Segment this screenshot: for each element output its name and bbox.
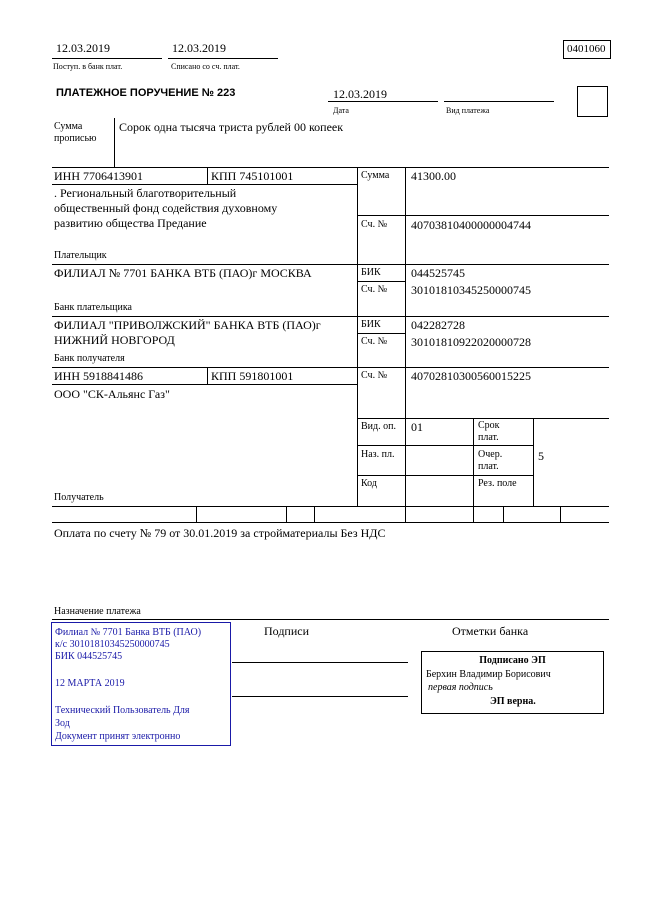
payer-name-line3: развитию общества Предание (54, 216, 207, 230)
srok-label-2: плат. (478, 432, 499, 443)
payer-bank-name: ФИЛИАЛ № 7701 БАНКА ВТБ (ПАО)г МОСКВА (54, 266, 312, 280)
date-debited: 12.03.2019 (172, 41, 226, 55)
payer-label: Плательщик (54, 250, 107, 261)
payer-bank-account-value: 30101810345250000745 (411, 283, 531, 297)
payer-account-label: Сч. № (361, 219, 388, 230)
payer-bank-bik-value: 044525745 (411, 266, 465, 280)
ep-stamp (421, 651, 604, 714)
amount-words-label-1: Сумма (54, 121, 83, 132)
payer-account-value: 40703810400000004744 (411, 218, 531, 232)
recipient-bank-label: Банк получателя (54, 353, 125, 364)
ep-stamp-title: Подписано ЭП (479, 655, 546, 666)
srok-label-1: Срок (478, 420, 500, 431)
payer-inn: ИНН 7706413901 (54, 169, 143, 183)
recipient-bank-bik-value: 042282728 (411, 318, 465, 332)
amount-words-label-2: прописью (54, 133, 97, 144)
recipient-name: ООО "СК-Альянс Газ" (54, 387, 170, 401)
date-received-label: Поступ. в банк плат. (53, 62, 123, 71)
naz-pl-label: Наз. пл. (361, 449, 395, 460)
date-received: 12.03.2019 (56, 41, 110, 55)
stamp-line3: БИК 044525745 (55, 651, 123, 662)
recipient-kpp: КПП 591801001 (211, 369, 294, 383)
ep-stamp-first-signature: первая подпись (428, 682, 493, 693)
recipient-account-label: Сч. № (361, 370, 388, 381)
ocher-value: 5 (538, 449, 544, 463)
sum-value: 41300.00 (411, 169, 456, 183)
purpose-label: Назначение платежа (54, 606, 141, 617)
kod-label: Код (361, 478, 377, 489)
payer-name-line2: общественный фонд содействия духовному (54, 201, 278, 215)
stamp-line5: Технический Пользователь Для (55, 705, 190, 716)
vid-op-value: 01 (411, 420, 423, 434)
payment-type-label: Вид платежа (446, 106, 490, 115)
payment-type-box (577, 86, 608, 117)
ocher-label-2: плат. (478, 461, 499, 472)
bank-acceptance-stamp (51, 622, 231, 746)
stamp-date: 12 МАРТА 2019 (55, 678, 125, 689)
order-date-label: Дата (333, 106, 349, 115)
order-date: 12.03.2019 (333, 87, 387, 101)
payer-bank-bik-label: БИК (361, 267, 381, 278)
signatures-label: Подписи (264, 624, 310, 638)
payer-bank-label: Банк плательщика (54, 302, 132, 313)
stamp-line6: Зод (55, 718, 70, 729)
amount-words-value: Сорок одна тысяча триста рублей 00 копеек (119, 120, 344, 134)
date-debited-label: Списано со сч. плат. (171, 62, 240, 71)
purpose-text: Оплата по счету № 79 от 30.01.2019 за стройматериалы Без НДС (54, 526, 386, 540)
stamp-line7: Документ принят электронно (55, 731, 181, 742)
form-code-box (563, 40, 611, 59)
page-title: ПЛАТЕЖНОЕ ПОРУЧЕНИЕ № 223 (56, 87, 236, 99)
ep-stamp-verified: ЭП верна. (490, 696, 536, 707)
stamp-line2: к/с 30101810345250000745 (55, 639, 170, 650)
sum-label: Сумма (361, 170, 390, 181)
ocher-label-1: Очер. (478, 449, 503, 460)
payer-name-line1: . Региональный благотворительный (54, 186, 237, 200)
recipient-bank-name-line1: ФИЛИАЛ "ПРИВОЛЖСКИЙ" БАНКА ВТБ (ПАО)г (54, 318, 321, 332)
payer-kpp: КПП 745101001 (211, 169, 294, 183)
vid-op-label: Вид. оп. (361, 421, 396, 432)
bank-marks-label: Отметки банка (452, 624, 529, 638)
recipient-bank-account-value: 30101810922020000728 (411, 335, 531, 349)
stamp-line1: Филиал № 7701 Банка ВТБ (ПАО) (55, 627, 202, 638)
recipient-bank-bik-label: БИК (361, 319, 381, 330)
recipient-account-value: 40702810300560015225 (411, 369, 531, 383)
ep-stamp-name: Берхин Владимир Борисович (426, 669, 551, 680)
rez-pole-label: Рез. поле (478, 478, 517, 489)
recipient-label: Получатель (54, 492, 104, 503)
recipient-bank-account-label: Сч. № (361, 336, 388, 347)
form-code: 0401060 (567, 43, 606, 55)
recipient-bank-name-line2: НИЖНИЙ НОВГОРОД (54, 333, 175, 347)
payer-bank-account-label: Сч. № (361, 284, 388, 295)
recipient-inn: ИНН 5918841486 (54, 369, 143, 383)
